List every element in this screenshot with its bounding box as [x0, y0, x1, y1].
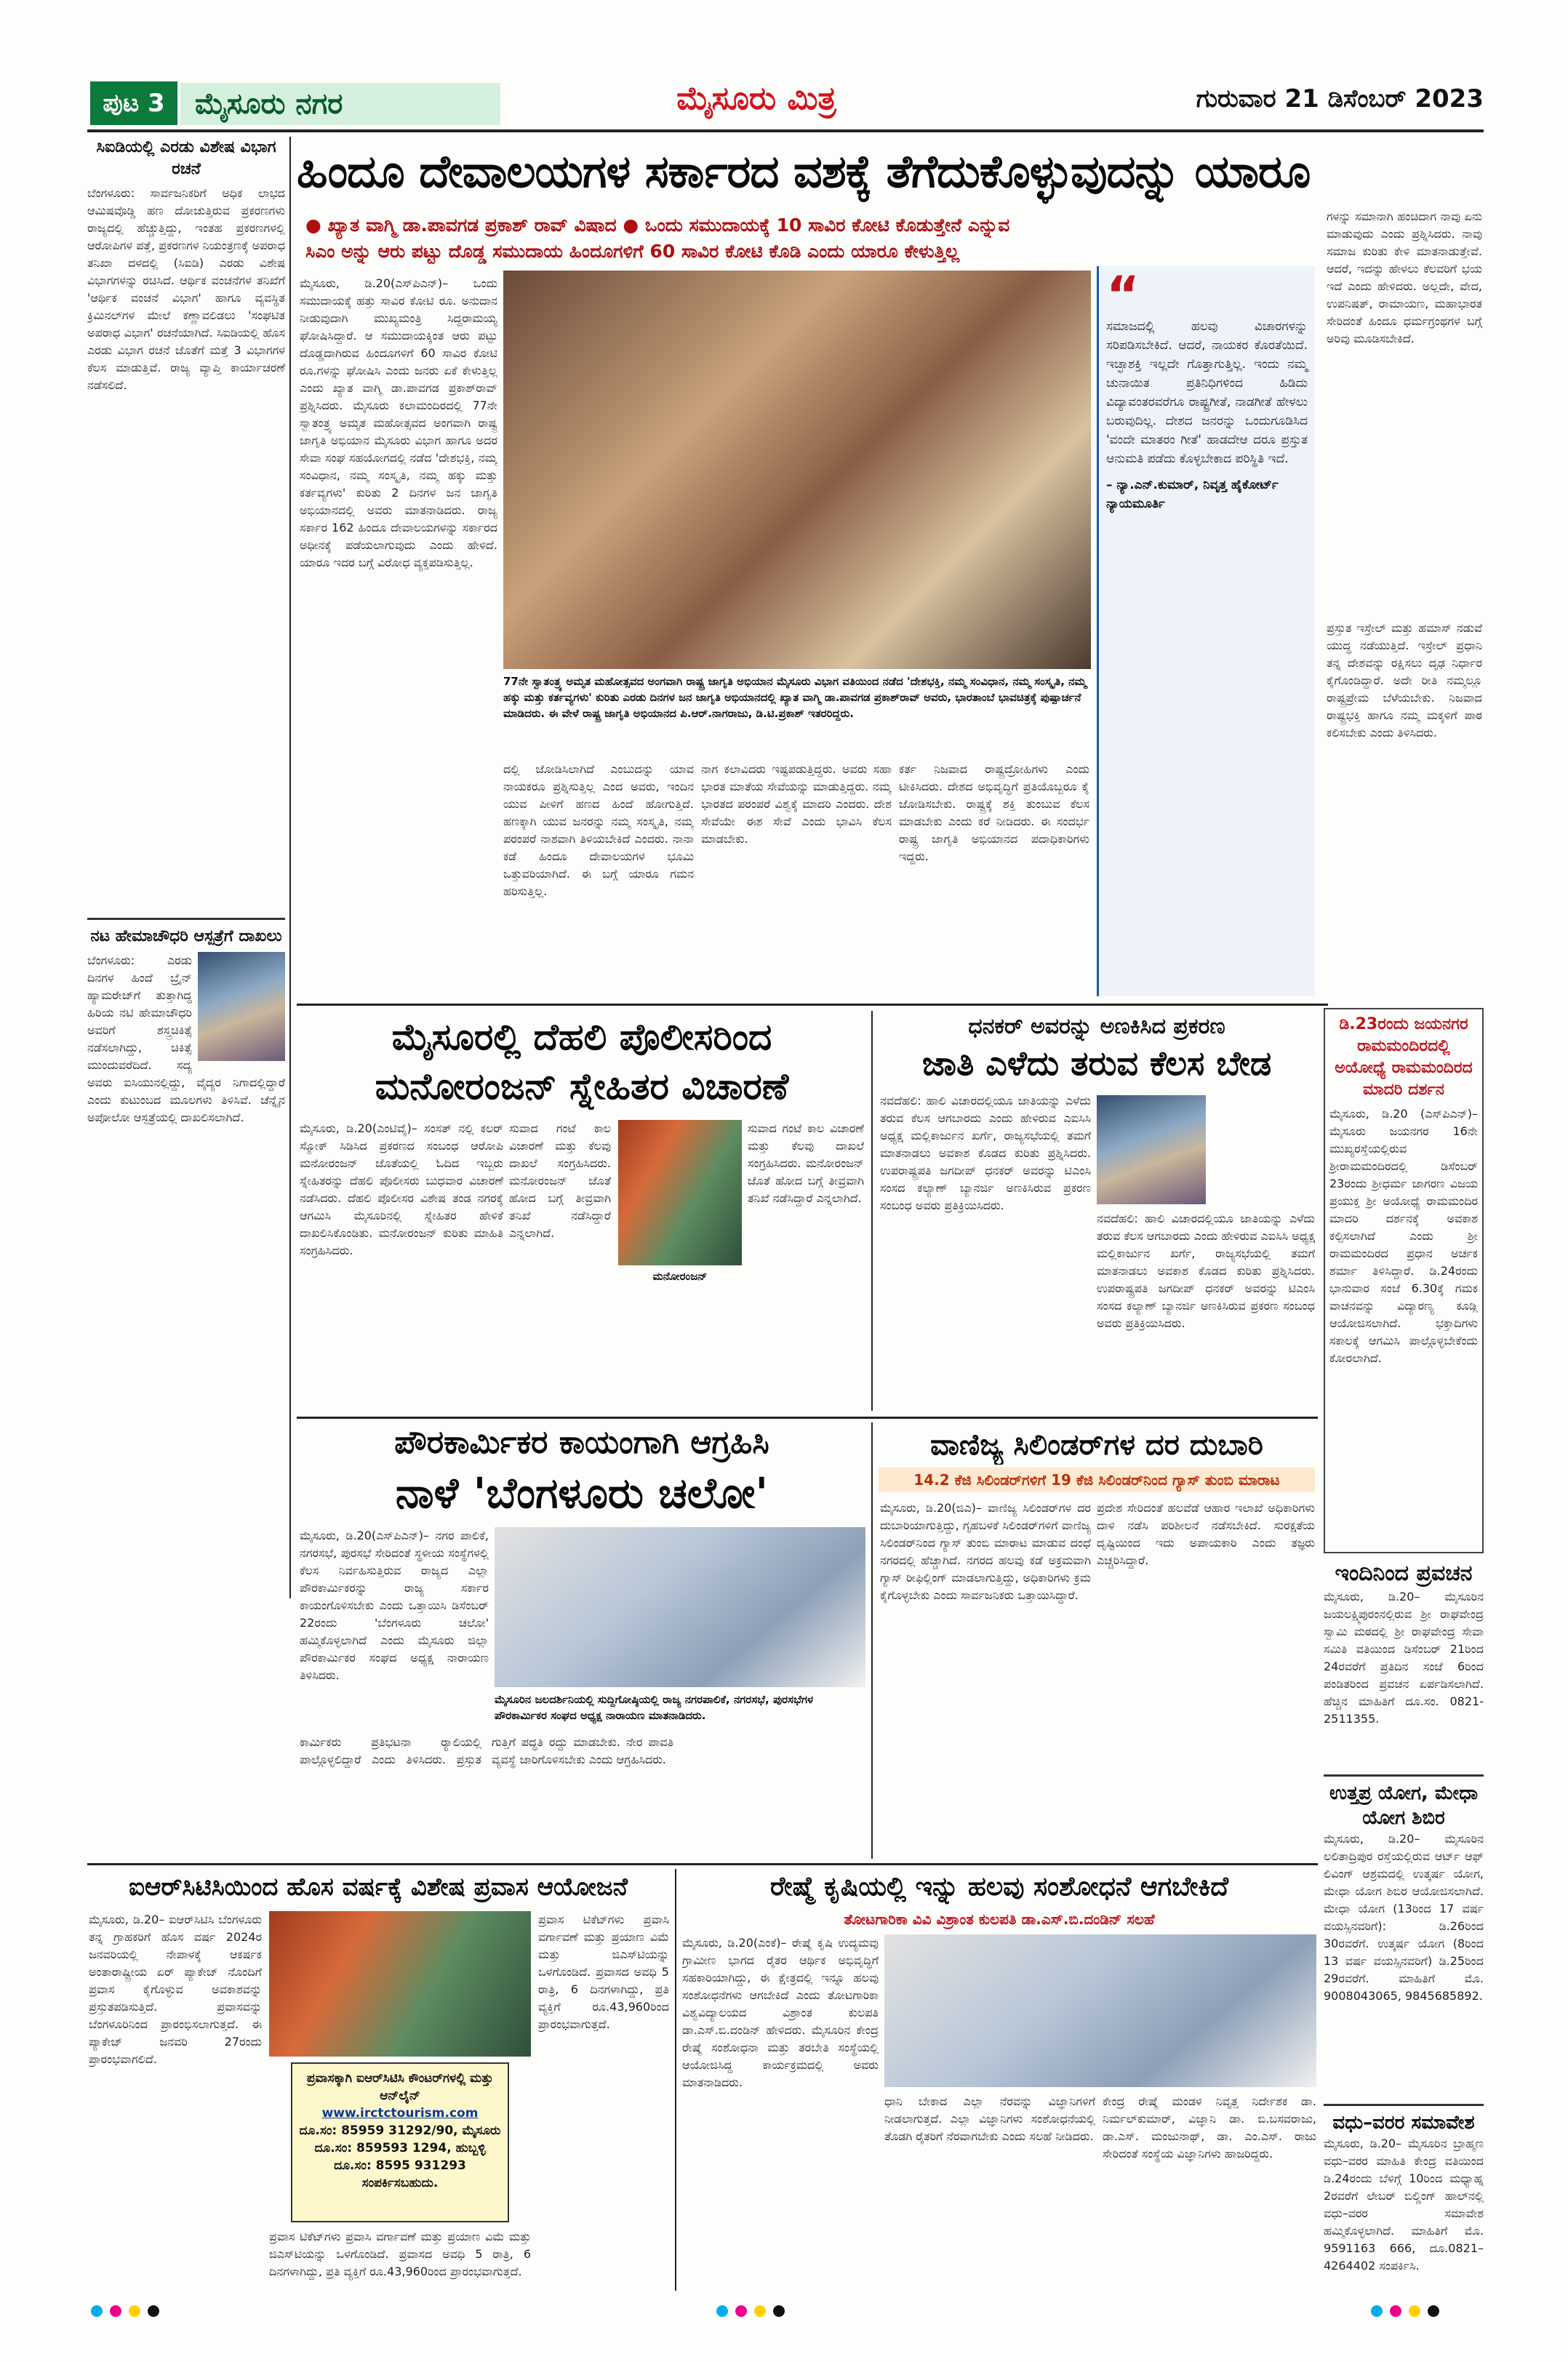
- vadhu-body: ಮೈಸೂರು, ಡಿ.20– ಮೈಸೂರಿನ ಬ್ರಾಹ್ಮಣ ವಧು–ವರರ ಮಾಹಿತಿ ಕೇಂದ್ರ ವತಿಯಿಂದ ಡಿ.24ರಂದು ಬೆಳಿಗ್ಗೆ 10ರಿಂದ ಮಧ್ಯಾಹ್ನ 2ರವರೆಗೆ ಲೇಬರ್ ಬಿಲ್ಡಿಂಗ್ ಹಾಲ್‌ನಲ್ಲಿ ವಧು–ವರರ ಸಮಾವೇಶ ಹಮ್ಮಿಕೊಳ್ಳಲಾಗಿದೆ. ಮಾಹಿತಿಗೆ ಮೊ. 9591163 666, ದೂ.0821–4264402 ಸಂಪರ್ಕಿಸಿ.: [1324, 2137, 1484, 2273]
- left-column: [87, 137, 285, 1598]
- story6-headline: ವಾಣಿಜ್ಯ ಸಿಲಿಂಡರ್‌ಗಳ ದರ ದುಬಾರಿ: [930, 1428, 1263, 1462]
- story5-body-b: ಕಾರ್ಮಿಕರು ಪ್ರತಿಭಟನಾ ರ್‍ಯಾಲಿಯಲ್ಲಿ ಪಾಲ್ಗೊಳ್ಳಲಿದ್ದಾರೆ ಎಂದು ತಿಳಿಸಿದರು. ಪ್ರಸ್ತುತ ಗುತ್ತಿಗೆ ಪದ್ಧತಿ ರದ್ದು ಮಾಡಬೇಕು. ನೇರ ಪಾವತಿ ವ್ಯವಸ್ಥೆ ಜಾರಿಗೊಳಿಸಬೇಕು ಎಂದು ಆಗ್ರಹಿಸಿದರು.: [300, 1735, 673, 1766]
- story4-headline: ಡಿ.23ರಂದು ಜಯನಗರ ರಾಮಮಂದಿರದಲ್ಲಿ ಅಯೋಧ್ಯೆ ರಾಮಮಂದಿರದ ಮಾದರಿ ದರ್ಶನ: [1335, 1015, 1473, 1099]
- irctc-contact-phones: ದೂ.ಸಂ: 85959 31292/90, ಮೈಸೂರು ದೂ.ಸಂ: 859593 1294, ಹುಬ್ಬಳ್ಳಿ ದೂ.ಸಂ: 8595 931293 ಸಂಪರ್ಕಿಸಬಹುದು.: [299, 2123, 501, 2190]
- story6-body: ಮೈಸೂರು, ಡಿ.20(ಜಿಎ)– ವಾಣಿಜ್ಯ ಸಿಲಿಂಡರ್‌ಗಳ ದರ ದುಬಾರಿಯಾಗುತ್ತಿದ್ದು, ಗೃಹಬಳಕೆ ಸಿಲಿಂಡರ್‌ಗಳಿಗೆ ವಾಣಿಜ್ಯ ಸಿಲಿಂಡರ್‌ನಿಂದ ಗ್ಯಾಸ್ ತುಂಬಿ ಮಾರಾಟ ಮಾಡುವ ದಂಧೆ ನಗರದಲ್ಲಿ ಹೆಚ್ಚಾಗಿದೆ. ನಗರದ ಹಲವು ಕಡೆ ಅಕ್ರಮವಾಗಿ ಗ್ಯಾಸ್ ರೀಫಿಲ್ಲಿಂಗ್ ಮಾಡಲಾಗುತ್ತಿದ್ದು, ಅಧಿಕಾರಿಗಳು ಕ್ರಮ ಕೈಗೊಳ್ಳಬೇಕು ಎಂದು ಸಾರ್ವಜನಿಕರು ಒತ್ತಾಯಿಸಿದ್ದಾರೆ.: [880, 1501, 1091, 1602]
- story6-subhead: 14.2 ಕೆಜಿ ಸಿಲಿಂಡರ್‌ಗಳಿಗೆ 19 ಕೆಜಿ ಸಿಲಿಂಡರ್‌ನಿಂದ ಗ್ಯಾಸ್ ತುಂಬಿ ಮಾರಾಟ: [879, 1468, 1315, 1492]
- cid-body: ಬೆಂಗಳೂರು: ಸಾರ್ವಜನಿಕರಿಗೆ ಅಧಿಕ ಲಾಭದ ಆಮಿಷವೊಡ್ಡಿ ಹಣ ದೋಚುತ್ತಿರುವ ಪ್ರಕರಣಗಳು ರಾಜ್ಯದಲ್ಲಿ ಹೆಚ್ಚುತ್ತಿದ್ದು, ಇಂತಹ ಪ್ರಕರಣಗಳಲ್ಲಿ ಆರೋಪಿಗಳ ಪತ್ತೆ, ಪ್ರಕರಣಗಳ ನಿಯಂತ್ರಣಕ್ಕೆ ಅಪರಾಧ ತನಿಖಾ ದಳದಲ್ಲಿ (ಸಿಐಡಿ) ಎರಡು ವಿಶೇಷ ವಿಭಾಗಗಳನ್ನು ರಚಿಸಿದೆ. ಆರ್ಥಿಕ ವಂಚನೆಗಳ ತನಿಖೆಗೆ 'ಆರ್ಥಿಕ ವಂಚನೆ ವಿಭಾಗ' ಹಾಗೂ ವ್ಯವಸ್ಥಿತ ಕ್ರಿಮಿನಲ್‌ಗಳ ಮೇಲೆ ಕಣ್ಣಾವಲಿಡಲು 'ಸಂಘಟಿತ ಅಪರಾಧ ವಿಭಾಗ' ರಚನೆಯಾಗಿದೆ. ಸಿಐಡಿಯಲ್ಲಿ ಹೊಸ ಎರಡು ವಿಭಾಗ ರಚನೆ ಜೊತೆಗೆ ಮತ್ತೆ 3 ವಿಭಾಗಗಳ ಕೆಲಸ ಮಾಡುತ್ತಿವೆ. ರಾಜ್ಯ ವ್ಯಾಪ್ತಿ ಕಾರ್ಯಾಚರಣೆ ನಡೆಸಲಿದೆ.: [87, 186, 285, 392]
- registration-dots-right: [1367, 2305, 1513, 2323]
- issue-date: ಗುರುವಾರ 21 ಡಿಸೆಂಬರ್ 2023: [1196, 84, 1484, 113]
- story4-box: [1324, 1008, 1484, 1553]
- quote-author: – ನ್ಯಾ.ಎನ್.ಕುಮಾರ್, ನಿವೃತ್ತ ಹೈಕೋರ್ಟ್ ನ್ಯಾಯಮೂರ್ತಿ: [1106, 478, 1279, 511]
- paper-name: ಮೈಸೂರು ಮಿತ್ರ: [676, 80, 836, 117]
- column-rule: [289, 137, 291, 1598]
- story3-body: ನವದೆಹಲಿ: ಹಾಲಿ ವಿಚಾರದಲ್ಲಿಯೂ ಜಾತಿಯನ್ನು ಎಳೆದು ತರುವ ಕೆಲಸ ಆಗಬಾರದು ಎಂದು ಹೇಳಿರುವ ಎಐಸಿಸಿ ಅಧ್ಯಕ್ಷ ಮಲ್ಲಿಕಾರ್ಜುನ ಖರ್ಗೆ, ರಾಜ್ಯಸಭೆಯಲ್ಲಿ ತಮಗೆ ಮಾತನಾಡಲು ಅವಕಾಶ ಕೊಡದ ಕುರಿತು ಪ್ರಶ್ನಿಸಿದರು. ಉಪರಾಷ್ಟ್ರಪತಿ ಜಗದೀಪ್ ಧನಕರ್ ಅವರನ್ನು ಟಿಎಂಸಿ ಸಂಸದ ಕಲ್ಯಾಣ್ ಬ್ಯಾನರ್ಜಿ ಅಣಕಿಸಿರುವ ಪ್ರಕರಣ ಸಂಬಂಧ ಅವರು ಪ್ರತಿಕ್ರಿಯಿಸಿದರು.: [880, 1094, 1091, 1212]
- left-divider: [87, 918, 285, 920]
- hema-headline: ನಟ ಹೇಮಾಚೌಧರಿ ಆಸ್ಪತ್ರೆಗೆ ದಾಖಲು: [90, 927, 282, 945]
- small-right-column: [1324, 1559, 1484, 2294]
- story5-headline-1: ಪೌರಕಾರ್ಮಿಕರ ಕಾಯಂಗಾಗಿ ಆಗ್ರಹಿಸಿ: [394, 1424, 769, 1461]
- lead-right-col-b: ಪ್ರಸ್ತುತ ಇಸ್ರೇಲ್ ಮತ್ತು ಹಮಾಸ್ ನಡುವೆ ಯುದ್ಧ ನಡೆಯುತ್ತಿದೆ. ಇಸ್ರೇಲ್ ಪ್ರಧಾನಿ ತನ್ನ ದೇಶವನ್ನು ರಕ್ಷಿಸಲು ದೃಢ ನಿರ್ಧಾರ ಕೈಗೊಂಡಿದ್ದಾರೆ. ಅದೇ ರೀತಿ ನಮ್ಮಲ್ಲೂ ರಾಷ್ಟ್ರಪ್ರೇಮ ಬೆಳೆಯಬೇಕು. ನಿಜವಾದ ರಾಷ್ಟ್ರಭಕ್ತಿ ಹಾಗೂ ನಮ್ಮ ಮಕ್ಕಳಿಗೆ ಪಾಠ ಕಲಿಸಬೇಕು ಎಂದು ತಿಳಿಸಿದರು.: [1327, 621, 1482, 740]
- story8-headline: ರೇಷ್ಮೆ ಕೃಷಿಯಲ್ಲಿ ಇನ್ನು ಹಲವು ಸಂಶೋಧನೆ ಆಗಬೇಕಿದೆ: [769, 1872, 1229, 1902]
- lead-photo: [503, 271, 1091, 669]
- quote-box: [1097, 266, 1315, 996]
- story8-subhead: ತೋಟಗಾರಿಕಾ ವಿವಿ ವಿಶ್ರಾಂತ ಕುಲಪತಿ ಡಾ.ಎಸ್.ಬಿ.ದಂಡಿನ್ ಸಲಹೆ: [844, 1910, 1155, 1928]
- section-rule-2: [297, 1417, 1318, 1419]
- lead-headline: ಹಿಂದೂ ದೇವಾಲಯಗಳ ಸರ್ಕಾರದ ವಶಕ್ಕೆ ತೆಗೆದುಕೊಳ್ಳುವುದನ್ನು ಯಾರೂ: [297, 145, 1311, 198]
- story3-kicker: ಧನಕರ್ ಅವರನ್ನು ಅಣಕಿಸಿದ ಪ್ರಕರಣ: [968, 1014, 1225, 1039]
- lead-deck: [305, 212, 1469, 266]
- story5-photo: [495, 1527, 865, 1687]
- section-title: ಮೈಸೂರು ನಗರ: [180, 83, 500, 125]
- lead-body-col3: ನಾಗ ಕಲಾವಿದರು ಇಷ್ಟಪಡುತ್ತಿದ್ದರು. ಅವರು ಸಹಾ ಭಾರತ ಮಾತೆಯ ಸೇವೆಯನ್ನು ಮಾಡುತ್ತಿದ್ದರು. ನಮ್ಮ ಭಾರತದ ಪರಂಪರೆ ವಿಶ್ವಕ್ಕೆ ಮಾದರಿ ಎಂದರು. ದೇಶ ಸೇವೆಯೇ ಈಶ ಸೇವೆ ಎಂದು ಭಾವಿಸಿ ಕೆಲಸ ಮಾಡಬೇಕು.: [701, 762, 892, 846]
- lead-body-col2: ದಲ್ಲಿ ಜೋಡಿಸಿಲಾಗಿದೆ ಎಂಬುದನ್ನು ಯಾವ ನಾಯಕರೂ ಪ್ರಶ್ನಿಸುತ್ತಿಲ್ಲ ಎಂದ ಅವರು, ಇಂದಿನ ಯುವ ಪೀಳಿಗೆ ಹಣದ ಹಿಂದೆ ಹೋಗುತ್ತಿದೆ. ಹಣಕ್ಕಾಗಿ ಯುವ ಜನರನ್ನು ನಮ್ಮ ಸಂಸ್ಕೃತಿ, ನಮ್ಮ ಪರಂಪರೆ ನಾಶವಾಗಿ ತಿಳಿಯಬೇಕಿದೆ ಎಂದರು. ನಾನಾ ಕಡೆ ಹಿಂದೂ ದೇವಾಲಯಗಳ ಭೂಮಿ ಒತ್ತುವರಿಯಾಗಿದೆ. ಈ ಬಗ್ಗೆ ಯಾರೂ ಗಮನ ಹರಿಸುತ್ತಿಲ್ಲ.: [503, 762, 694, 898]
- lead-body-col1: ಮೈಸೂರು, ಡಿ.20(ಎಸ್‌ಪಿಎನ್)– ಒಂದು ಸಮುದಾಯಕ್ಕೆ ಹತ್ತು ಸಾವಿರ ಕೋಟಿ ರೂ. ಅನುದಾನ ನೀಡುವುದಾಗಿ ಮುಖ್ಯಮಂತ್ರಿ ಸಿದ್ದರಾಮಯ್ಯ ಘೋಷಿಸಿದ್ದಾರೆ. ಆ ಸಮುದಾಯಕ್ಕಿಂತ ಆರು ಪಟ್ಟು ದೊಡ್ಡದಾಗಿರುವ ಹಿಂದೂಗಳಿಗೆ 60 ಸಾವಿರ ಕೋಟಿ ರೂ.ಗಳನ್ನು ಘೋಷಿಸಿ ಎಂದು ಜನರು ಏಕೆ ಕೇಳುತ್ತಿಲ್ಲ ಎಂದು ಖ್ಯಾತ ವಾಗ್ಮಿ ಡಾ.ಪಾವಗಡ ಪ್ರಕಾಶ್‌ರಾವ್ ಪ್ರಶ್ನಿಸಿದರು. ಮೈಸೂರು ಕಲಾಮಂದಿರದಲ್ಲಿ 77ನೇ ಸ್ವಾತಂತ್ರ್ಯ ಅಮೃತ ಮಹೋತ್ಸವದ ಅಂಗವಾಗಿ ರಾಷ್ಟ್ರ ಜಾಗೃತಿ ಅಭಿಯಾನ ಮೈಸೂರು ವಿಭಾಗ ಹಾಗೂ ಅದರ ಸೇವಾ ಸಂಘ ಸಹಯೋಗದಲ್ಲಿ ನಡೆದ 'ದೇಶಭಕ್ತಿ, ನಮ್ಮ ಸಂವಿಧಾನ, ನಮ್ಮ ಸಂಸ್ಕೃತಿ, ನಮ್ಮ ಹಕ್ಕು ಮತ್ತು ಕರ್ತವ್ಯಗಳು' ಕುರಿತು 2 ದಿನಗಳ ಜನ ಜಾಗೃತಿ ಅಭಿಯಾನದಲ್ಲಿ ಅವರು ಮಾತನಾಡಿದರು. ರಾಜ್ಯ ಸರ್ಕಾರ 162 ಹಿಂದೂ ದೇವಾಲಯಗಳನ್ನು ಸರ್ಕಾರದ ಅಧೀನಕ್ಕೆ ಪಡೆಯಲಾಗುವುದು ಎಂದು ಹೇಳಿದೆ. ಯಾರೂ ಇದರ ಬಗ್ಗೆ ವಿರೋಧ ವ್ಯಕ್ತಪಡಿಸುತ್ತಿಲ್ಲ.: [300, 276, 497, 569]
- column-rule-4: [675, 1869, 676, 2291]
- story2-body-b: ಸುವಾದ ಗಂಟೆ ಕಾಲ ವಿಚಾರಣೆ ಮತ್ತು ಕೆಲವು ದಾಖಲೆ ಸಂಗ್ರಹಿಸಿದರು. ಮನೋರಂಜನ್ ಜೊತೆ ಹೋದ ಬಗ್ಗೆ ತೀವ್ರವಾಗಿ ತನಿಖೆ ನಡೆಸಿದ್ದಾರೆ ಎನ್ನಲಾಗಿದೆ.: [509, 1121, 611, 1240]
- pravachana-body: ಮೈಸೂರು, ಡಿ.20– ಮೈಸೂರಿನ ಜಯಲಕ್ಷ್ಮಿಪುರಂನಲ್ಲಿರುವ ಶ್ರೀ ರಾಘವೇಂದ್ರ ಸ್ವಾಮಿ ಮಠದಲ್ಲಿ ಶ್ರೀ ರಾಘವೇಂದ್ರ ಸೇವಾ ಸಮಿತಿ ವತಿಯಿಂದ ಡಿಸೆಂಬರ್ 21ರಿಂದ 24ರವರೆಗೆ ಪ್ರತಿದಿನ ಸಂಜೆ 6ರಿಂದ ಪಂಡಿತರಿಂದ ಪ್ರವಚನ ಏರ್ಪಡಿಸಲಾಗಿದೆ. ಹೆಚ್ಚಿನ ಮಾಹಿತಿಗೆ ದೂ.ಸಂ. 0821-2511355.: [1324, 1590, 1484, 1726]
- column-rule-3: [871, 1422, 873, 1859]
- story3-headline-block: [879, 1011, 1315, 1084]
- story8-body-c: ಕೇಂದ್ರ ರೇಷ್ಮೆ ಮಂಡಳಿ ನಿವೃತ್ತ ನಿರ್ದೇಶಕ ಡಾ. ನಿರ್ಮಲ್‌ಕುಮಾರ್, ವಿಜ್ಞಾನಿ ಡಾ. ಬಿ.ಬಸವರಾಜು, ಡಾ.ಎಸ್. ಮಂಜುನಾಥ್, ಡಾ. ಎಂ.ಎಸ್. ರಾಜು ಸೇರಿದಂತೆ ಸಂಸ್ಥೆಯ ವಿಜ್ಞಾನಿಗಳು ಹಾಜರಿದ್ದರು.: [1103, 2094, 1316, 2161]
- story5-headline-2: ನಾಳೆ 'ಬೆಂಗಳೂರು ಚಲೋ': [395, 1468, 769, 1518]
- manoranjan-label: ಮನೋರಂಜನ್: [652, 1270, 708, 1283]
- quote-mark-icon: “: [1106, 266, 1140, 325]
- story7-body-c: ಪ್ರವಾಸ ಟಿಕೆಟ್‌ಗಳು ಪ್ರವಾಸಿ ವರ್ಗಾವಣೆ ಮತ್ತು ಪ್ರಯಾಣ ವಿಮೆ ಮತ್ತು ಜಿಎಸ್‌ಟಿಯನ್ನು ಒಳಗೊಂಡಿದೆ. ಪ್ರವಾಸದ ಅವಧಿ 5 ರಾತ್ರಿ, 6 ದಿನಗಳಾಗಿದ್ದು, ಪ್ರತಿ ವ್ಯಕ್ತಿಗೆ ರೂ.43,960ರಿಂದ ಪ್ರಾರಂಭವಾಗುತ್ತದೆ.: [269, 2230, 531, 2278]
- kharge-photo: [1097, 1095, 1206, 1204]
- column-rule-2: [871, 1011, 873, 1411]
- cid-headline: ಸಿಐಡಿಯಲ್ಲಿ ಎರಡು ವಿಶೇಷ ವಿಭಾಗ ರಚನೆ: [96, 138, 276, 178]
- lead-photo-caption: 77ನೇ ಸ್ವಾತಂತ್ರ್ಯ ಅಮೃತ ಮಹೋತ್ಸವದ ಅಂಗವಾಗಿ ರಾಷ್ಟ್ರ ಜಾಗೃತಿ ಅಭಿಯಾನ ಮೈಸೂರು ವಿಭಾಗ ವತಿಯಿಂದ ನಡೆದ 'ದೇಶಭಕ್ತಿ, ನಮ್ಮ ಸಂವಿಧಾನ, ನಮ್ಮ ಸಂಸ್ಕೃತಿ, ನಮ್ಮ ಹಕ್ಕು ಮತ್ತು ಕರ್ತವ್ಯಗಳು' ಕುರಿತು ಎರಡು ದಿನಗಳ ಜನ ಜಾಗೃತಿ ಅಭಿಯಾನದಲ್ಲಿ ಖ್ಯಾತ ವಾಗ್ಮಿ ಡಾ.ಪಾವಗಡ ಪ್ರಕಾಶ್‌ರಾವ್ ಅವರು, ಭಾರತಾಂಬೆ ಭಾವಚಿತ್ರಕ್ಕೆ ಪುಷ್ಪಾರ್ಚನೆ ಮಾಡಿದರು. ಈ ವೇಳೆ ರಾಷ್ಟ್ರ ಜಾಗೃತಿ ಅಭಿಯಾನದ ಪಿ.ಆರ್.ನಾಗರಾಜು, ಡಿ.ಟಿ.ಪ್ರಕಾಶ್ ಇತರರಿದ್ದರು.: [503, 675, 1087, 720]
- story3-body-b: ನವದೆಹಲಿ: ಹಾಲಿ ವಿಚಾರದಲ್ಲಿಯೂ ಜಾತಿಯನ್ನು ಎಳೆದು ತರುವ ಕೆಲಸ ಆಗಬಾರದು ಎಂದು ಹೇಳಿರುವ ಎಐಸಿಸಿ ಅಧ್ಯಕ್ಷ ಮಲ್ಲಿಕಾರ್ಜುನ ಖರ್ಗೆ, ರಾಜ್ಯಸಭೆಯಲ್ಲಿ ತಮಗೆ ಮಾತನಾಡಲು ಅವಕಾಶ ಕೊಡದ ಕುರಿತು ಪ್ರಶ್ನಿಸಿದರು. ಉಪರಾಷ್ಟ್ರಪತಿ ಜಗದೀಪ್ ಧನಕರ್ ಅವರನ್ನು ಟಿಎಂಸಿ ಸಂಸದ ಕಲ್ಯಾಣ್ ಬ್ಯಾನರ್ಜಿ ಅಣಕಿಸಿರುವ ಪ್ರಕರಣ ಸಂಬಂಧ ಅವರು ಪ್ರತಿಕ್ರಿಯಿಸಿದರು.: [1097, 1212, 1315, 1330]
- page-number-badge: ಪುಟ 3: [90, 81, 177, 125]
- registration-dots-center: [713, 2305, 858, 2323]
- yoga-body: ಮೈಸೂರು, ಡಿ.20– ಮೈಸೂರಿನ ಲಲಿತಾದ್ರಿಪುರ ರಸ್ತೆಯಲ್ಲಿರುವ ಆರ್ಟ್ ಆಫ್ ಲಿವಿಂಗ್ ಆಶ್ರಮದಲ್ಲಿ ಉತ್ಕರ್ಷ ಯೋಗ, ಮೇಧಾ ಯೋಗ ಶಿಬಿರ ಆಯೋಜಿಸಲಾಗಿದೆ. ಮೇಧಾ ಯೋಗ (13ರಿಂದ 17 ವರ್ಷ ವಯಸ್ಸಿನವರಿಗೆ): ಡಿ.26ರಿಂದ 30ರವರೆಗೆ. ಉತ್ಕರ್ಷ ಯೋಗ (8ರಿಂದ 13 ವರ್ಷ ವಯಸ್ಸಿನವರಿಗೆ) ಡಿ.25ರಿಂದ 29ರವರೆಗೆ. ಮಾಹಿತಿಗೆ ಮೊ. 9008043065, 9845685892.: [1324, 1832, 1484, 2003]
- story6-body-b: ಪ್ರದೇಶ ಸೇರಿದಂತೆ ಹಲವೆಡೆ ಆಹಾರ ಇಲಾಖೆ ಅಧಿಕಾರಿಗಳು ದಾಳಿ ನಡೆಸಿ ಪರಿಶೀಲನೆ ನಡೆಸಬೇಕಿದೆ. ಸುರಕ್ಷತೆಯ ದೃಷ್ಟಿಯಿಂದ ಇದು ಅಪಾಯಕಾರಿ ಎಂದು ತಜ್ಞರು ಎಚ್ಚರಿಸಿದ್ದಾರೆ.: [1097, 1501, 1315, 1567]
- small-divider-1: [1324, 1774, 1484, 1777]
- story5-caption: ಮೈಸೂರಿನ ಜಲದರ್ಶಿನಿಯಲ್ಲಿ ಸುದ್ದಿಗೋಷ್ಠಿಯಲ್ಲಿ ರಾಜ್ಯ ನಗರಪಾಲಿಕೆ, ನಗರಸಭೆ, ಪುರಸಭೆಗಳ ಪೌರಕಾರ್ಮಿಕರ ಸಂಘದ ಅಧ್ಯಕ್ಷ ನಾರಾಯಣ ಮಾತನಾಡಿದರು.: [495, 1693, 814, 1722]
- train-photo: [269, 1911, 531, 2057]
- story7-body-b: ಪ್ರವಾಸ ಟಿಕೆಟ್‌ಗಳು ಪ್ರವಾಸಿ ವರ್ಗಾವಣೆ ಮತ್ತು ಪ್ರಯಾಣ ವಿಮೆ ಮತ್ತು ಜಿಎಸ್‌ಟಿಯನ್ನು ಒಳಗೊಂಡಿದೆ. ಪ್ರವಾಸದ ಅವಧಿ 5 ರಾತ್ರಿ, 6 ದಿನಗಳಾಗಿದ್ದು, ಪ್ರತಿ ವ್ಯಕ್ತಿಗೆ ರೂ.43,960ರಿಂದ ಪ್ರಾರಂಭವಾಗುತ್ತದೆ.: [538, 1913, 669, 2031]
- story7-headline: ಐಆರ್‌ಸಿಟಿಸಿಯಿಂದ ಹೊಸ ವರ್ಷಕ್ಕೆ ವಿಶೇಷ ಪ್ರವಾಸ ಆಯೋಜನೆ: [129, 1873, 628, 1902]
- quote-text: ಸಮಾಜದಲ್ಲಿ ಹಲವು ವಿಚಾರಗಳನ್ನು ಸರಿಪಡಿಸಬೇಕಿದೆ. ಆದರೆ, ನಾಯಕರ ಕೊರತೆಯಿದೆ. ಇಚ್ಛಾಶಕ್ತಿ ಇಲ್ಲದೇ ಗೊತ್ತಾಗುತ್ತಿಲ್ಲ. ಇಂದು ನಮ್ಮ ಚುನಾಯಿತ ಪ್ರತಿನಿಧಿಗಳಿಂದ ಹಿಡಿದು ವಿದ್ಯಾವಂತರವರೆಗೂ ರಾಷ್ಟ್ರಗೀತೆ, ನಾಡಗೀತೆ ಹೇಳಲು ಬರುವುದಿಲ್ಲ. ದೇಶದ ಜನರನ್ನು ಒಂದುಗೂಡಿಸಿದ 'ವಂದೇ ಮಾತರಂ ಗೀತೆ' ಹಾಡದೇಆ ದರೂ ಪ್ರಸ್ತುತ ಆನುಮತಿ ಪಡೆದು ಕೊಳ್ಳಬೇಕಾದ ಪರಿಸ್ಥಿತಿ ಇದೆ.: [1106, 319, 1308, 466]
- lead-deck-line1: ● ಖ್ಯಾತ ವಾಗ್ಮಿ ಡಾ.ಪಾವಗಡ ಪ್ರಕಾಶ್ ರಾವ್ ವಿಷಾದ ● ಒಂದು ಸಮುದಾಯಕ್ಕೆ 10 ಸಾವಿರ ಕೋಟಿ ಕೊಡುತ್ತೇನೆ ಎನ್ನುವ: [305, 215, 1010, 236]
- story4-body: ಮೈಸೂರು, ಡಿ.20 (ಎಸ್‌ಪಿಎನ್)– ಮೈಸೂರು ಜಯನಗರ 16ನೇ ಮುಖ್ಯರಸ್ತೆಯಲ್ಲಿರುವ ಶ್ರೀರಾಮಮಂದಿರದಲ್ಲಿ ಡಿಸೆಂಬರ್ 23ರಂದು ಶ್ರೀಧರ್ಮ ಜಾಗರಣ ವಿಜಯ ಪ್ರಯುಕ್ತ ಶ್ರೀ ಅಯೋಧ್ಯೆ ರಾಮಮಂದಿರ ಮಾದರಿ ದರ್ಶನಕ್ಕೆ ಅವಕಾಶ ಕಲ್ಪಿಸಲಾಗಿದೆ ಎಂದು ಶ್ರೀ ರಾಮಮಂದಿರದ ಪ್ರಧಾನ ಅರ್ಚಕ ಶರ್ಮಾ ತಿಳಿಸಿದ್ದಾರೆ. ಡಿ.24ರಂದು ಭಾನುವಾರ ಸಂಜೆ 6.30ಕ್ಕೆ ಗಮಕ ವಾಚನವನ್ನು ವಿದ್ಯಾರಣ್ಯ ಕೂಡ್ಲಿ ಆಯೋಜಿಸಲಾಗಿದೆ. ಭಕ್ತಾದಿಗಳು ಸಕಾಲಕ್ಕೆ ಆಗಮಿಸಿ ಪಾಲ್ಗೊಳ್ಳಬೇಕೆಂದು ಕೋರಲಾಗಿದೆ.: [1329, 1107, 1478, 1365]
- story2-body-c: ಸುವಾದ ಗಂಟೆ ಕಾಲ ವಿಚಾರಣೆ ಮತ್ತು ಕೆಲವು ದಾಖಲೆ ಸಂಗ್ರಹಿಸಿದರು. ಮನೋರಂಜನ್ ಜೊತೆ ಹೋದ ಬಗ್ಗೆ ತೀವ್ರವಾಗಿ ತನಿಖೆ ನಡೆಸಿದ್ದಾರೆ ಎನ್ನಲಾಗಿದೆ.: [748, 1121, 864, 1205]
- section-rule-1: [297, 1004, 1328, 1006]
- lead-body-col4: ಕರ್ತ ನಿಜವಾದ ರಾಷ್ಟ್ರದ್ರೋಹಿಗಳು ಎಂದು ಟೀಕಿಸಿದರು. ದೇಶದ ಅಭಿವೃದ್ಧಿಗೆ ಪ್ರತಿಯೊಬ್ಬರೂ ಕೈ ಜೋಡಿಸಬೇಕು. ರಾಷ್ಟ್ರಕ್ಕೆ ಶಕ್ತಿ ತುಂಬುವ ಕೆಲಸ ಮಾಡಬೇಕು ಎಂದು ಕರೆ ನೀಡಿದರು. ಈ ಸಂದರ್ಭ ರಾಷ್ಟ್ರ ಜಾಗೃತಿ ಅಭಿಯಾನದ ಪದಾಧಿಕಾರಿಗಳು ಇದ್ದರು.: [899, 762, 1089, 863]
- story5-body: ಮೈಸೂರು, ಡಿ.20(ಎಸ್‌ಪಿಎನ್)– ನಗರ ಪಾಲಿಕೆ, ನಗರಸಭೆ, ಪುರಸಭೆ ಸೇರಿದಂತೆ ಸ್ಥಳೀಯ ಸಂಸ್ಥೆಗಳಲ್ಲಿ ಕೆಲಸ ನಿರ್ವಹಿಸುತ್ತಿರುವ ರಾಜ್ಯದ ಎಲ್ಲಾ ಪೌರಕಾರ್ಮಿಕರನ್ನು ರಾಜ್ಯ ಸರ್ಕಾರ ಕಾಯಂಗೊಳಿಸಬೇಕು ಎಂದು ಒತ್ತಾಯಿಸಿ ಡಿಸೆಂಬರ್ 22ರಂದು 'ಬೆಂಗಳೂರು ಚಲೋ' ಹಮ್ಮಿಕೊಳ್ಳಲಾಗಿದೆ ಎಂದು ಮೈಸೂರು ಜಿಲ್ಲಾ ಪೌರಕಾರ್ಮಿಕರ ಸಂಘದ ಅಧ್ಯಕ್ಷ ನಾರಾಯಣ ತಿಳಿಸಿದರು.: [300, 1529, 489, 1682]
- story2-headline-2: ಮನೋರಂಜನ್ ಸ್ನೇಹಿತರ ವಿಚಾರಣೆ: [375, 1065, 789, 1108]
- lead-deck-line2: ಸಿಎಂ ಅನ್ನು ಆರು ಪಟ್ಟು ದೊಡ್ಡ ಸಮುದಾಯ ಹಿಂದೂಗಳಿಗೆ 60 ಸಾವಿರ ಕೋಟಿ ಕೊಡಿ ಎಂದು ಯಾರೂ ಕೇಳುತ್ತಿಲ್ಲ: [305, 241, 960, 262]
- hema-body: ಬೆಂಗಳೂರು: ಎರಡು ದಿನಗಳ ಹಿಂದೆ ಬ್ರೈನ್ ಹ್ಯಾಮರೇಜ್‌ಗೆ ತುತ್ತಾಗಿದ್ದ ಹಿರಿಯ ನಟಿ ಹೇಮಾಚೌಧರಿ ಅವರಿಗೆ ಶಸ್ತ್ರಚಿಕಿತ್ಸೆ ನಡೆಸಲಾಗಿದ್ದು, ಚಿಕಿತ್ಸೆ ಮುಂದುವರೆದಿದೆ. ಸದ್ಯ ಅವರು ಐಸಿಯುನಲ್ಲಿದ್ದು, ವೈದ್ಯರ ನಿಗಾದಲ್ಲಿದ್ದಾರೆ ಎಂದು ಕುಟುಂಬದ ಮೂಲಗಳು ತಿಳಿಸಿವೆ. ಚೆನ್ನೈನ ಅಪೋಲೋ ಆಸ್ಪತ್ರೆಯಲ್ಲಿ ದಾಖಲಿಸಲಾಗಿದೆ.: [87, 953, 285, 1124]
- hema-photo: [198, 952, 285, 1061]
- pravachana-headline: ಇಂದಿನಿಂದ ಪ್ರವಚನ: [1335, 1561, 1473, 1586]
- vadhu-headline: ವಧು–ವರರ ಸಮಾವೇಶ: [1332, 2112, 1475, 2134]
- story2-headline-1: ಮೈಸೂರಲ್ಲಿ ದೆಹಲಿ ಪೊಲೀಸರಿಂದ: [391, 1016, 772, 1058]
- story8-photo: [884, 1934, 1316, 2087]
- manoranjan-photo: [618, 1120, 742, 1265]
- yoga-headline: ಉತ್ತಪ್ರ ಯೋಗ, ಮೇಧಾ ಯೋಗ ಶಿಬಿರ: [1329, 1782, 1479, 1829]
- story7-body: ಮೈಸೂರು, ಡಿ.20– ಐಆರ್‌ಸಿಟಿಸಿ ಬೆಂಗಳೂರು ತನ್ನ ಗ್ರಾಹಕರಿಗೆ ಹೊಸ ವರ್ಷ 2024ರ ಜನವರಿಯಲ್ಲಿ ನೇಪಾಳಕ್ಕೆ ಆಕರ್ಷಕ ಅಂತಾರಾಷ್ಟ್ರೀಯ ಏರ್ ಪ್ಯಾಕೇಜ್ ನೊಂದಿಗೆ ಪ್ರವಾಸ ಕೈಗೊಳ್ಳುವ ಅವಕಾಶವನ್ನು ಪ್ರಸ್ತುತಪಡಿಸುತ್ತಿದೆ. ಪ್ರವಾಸವನ್ನು ಬೆಂಗಳೂರಿನಿಂದ ಪ್ರಾರಂಭಿಸಲಾಗುತ್ತದೆ. ಈ ಪ್ಯಾಕೇಜ್ ಜನವರಿ 27ರಂದು ಪ್ರಾರಂಭವಾಗಲಿದೆ.: [89, 1913, 262, 2066]
- section-rule-3: [87, 1863, 1318, 1865]
- header-rule: [87, 129, 1484, 132]
- small-divider-2: [1324, 2104, 1484, 2106]
- story8-body-b: ಧಾನಿ ಬೇಕಾದ ಎಲ್ಲಾ ನೆರವನ್ನು ವಿಜ್ಞಾನಿಗಳಿಗೆ ನೀಡಲಾಗುತ್ತದೆ. ಎಲ್ಲಾ ವಿಜ್ಞಾನಿಗಳು ಸಂಶೋಧನೆಯಲ್ಲಿ ತೊಡಗಿ ರೈತರಿಗೆ ನೆರವಾಗಬೇಕು ಎಂದು ಸಲಹೆ ನೀಡಿದರು.: [884, 2094, 1095, 2143]
- lead-right-col-a: ಗಳನ್ನು ಸಮಾನಾಗಿ ಹಂಚಿದಾಗ ನಾವು ಏನು ಮಾಡುವುದು ಎಂದು ಪ್ರಶ್ನಿಸಿದರು. ನಾವು ಸಮಾಜ ಕುರಿತು ಕೇಳಿ ಮಾತನಾಡುತ್ತೇವೆ. ಆದರೆ, ಇದನ್ನು ಹೇಳಲು ಕೆಲವರಿಗೆ ಭಯ ಇದೆ ಎಂದು ಹೇಳಿದರು. ಅಲ್ಲದೇ, ವೇದ, ಉಪನಿಷತ್, ರಾಮಾಯಣ, ಮಹಾಭಾರತ ಸೇರಿದಂತೆ ಹಿಂದೂ ಧರ್ಮಗ್ರಂಥಗಳ ಬಗ್ಗೆ ಅರಿವು ಮೂಡಿಸಬೇಕಿದೆ.: [1327, 209, 1482, 345]
- story2-body: ಮೈಸೂರು, ಡಿ.20(ಎಂಟಿವೈ)– ಸಂಸತ್ ನಲ್ಲಿ ಕಲರ್ ಸ್ಮೋಕ್ ಸಿಡಿಸಿದ ಪ್ರಕರಣದ ಸಂಬಂಧ ಆರೋಪಿ ಮನೋರಂಜನ್‌ ಜೊತೆಯಲ್ಲಿ ಓದಿದ ಇಬ್ಬರು ಸ್ನೇಹಿತರನ್ನು ದೆಹಲಿ ಪೊಲೀಸರು ಬುಧವಾರ ವಿಚಾರಣೆ ನಡೆಸಿದರು. ದೆಹಲಿ ಪೊಲೀಸರ ವಿಶೇಷ ತಂಡ ನಗರಕ್ಕೆ ಆಗಮಿಸಿ ಮೈಸೂರಿನಲ್ಲಿ ಸ್ನೇಹಿತರ ಹೇಳಿಕೆ ದಾಖಲಿಸಿಕೊಂಡಿತು. ಮನೋರಂಜನ್ ಕುರಿತು ಮಾಹಿತಿ ಸಂಗ್ರಹಿಸಿದರು.: [300, 1121, 503, 1257]
- story8-body: ಮೈಸೂರು, ಡಿ.20(ಎಂಕೆ)– ರೇಷ್ಮೆ ಕೃಷಿ ಉದ್ಯಮವು ಗ್ರಾಮೀಣ ಭಾಗದ ರೈತರ ಆರ್ಥಿಕ ಅಭಿವೃದ್ಧಿಗೆ ಸಹಕಾರಿಯಾಗಿದ್ದು, ಈ ಕ್ಷೇತ್ರದಲ್ಲಿ ಇನ್ನೂ ಹಲವು ಸಂಶೋಧನೆಗಳು ಆಗಬೇಕಿದೆ ಎಂದು ತೋಟಗಾರಿಕಾ ವಿಶ್ವವಿದ್ಯಾಲಯದ ವಿಶ್ರಾಂತ ಕುಲಪತಿ ಡಾ.ಎಸ್.ಬಿ.ದಂಡಿನ್ ಹೇಳಿದರು. ಮೈಸೂರಿನ ಕೇಂದ್ರ ರೇಷ್ಮೆ ಸಂಶೋಧನಾ ಮತ್ತು ತರಬೇತಿ ಸಂಸ್ಥೆಯಲ್ಲಿ ಆಯೋಜಿಸಿದ್ದ ಕಾರ್ಯಕ್ರಮದಲ್ಲಿ ಅವರು ಮಾತನಾಡಿದರು.: [682, 1936, 879, 2089]
- story3-headline: ಜಾತಿ ಎಳೆದು ತರುವ ಕೆಲಸ ಬೇಡ: [921, 1044, 1272, 1083]
- irctc-contact-title: ಪ್ರವಾಸಕ್ಕಾಗಿ ಐಆರ್‌ಸಿಟಿಸಿ ಕೌಂಟರ್‌ಗಳಲ್ಲಿ ಮತ್ತು ಆನ್‌ಲೈನ್: [306, 2071, 494, 2103]
- irctc-website-link[interactable]: www.irctctourism.com: [321, 2106, 479, 2121]
- registration-dots-left: [87, 2305, 233, 2323]
- irctc-contact-box: [291, 2062, 509, 2222]
